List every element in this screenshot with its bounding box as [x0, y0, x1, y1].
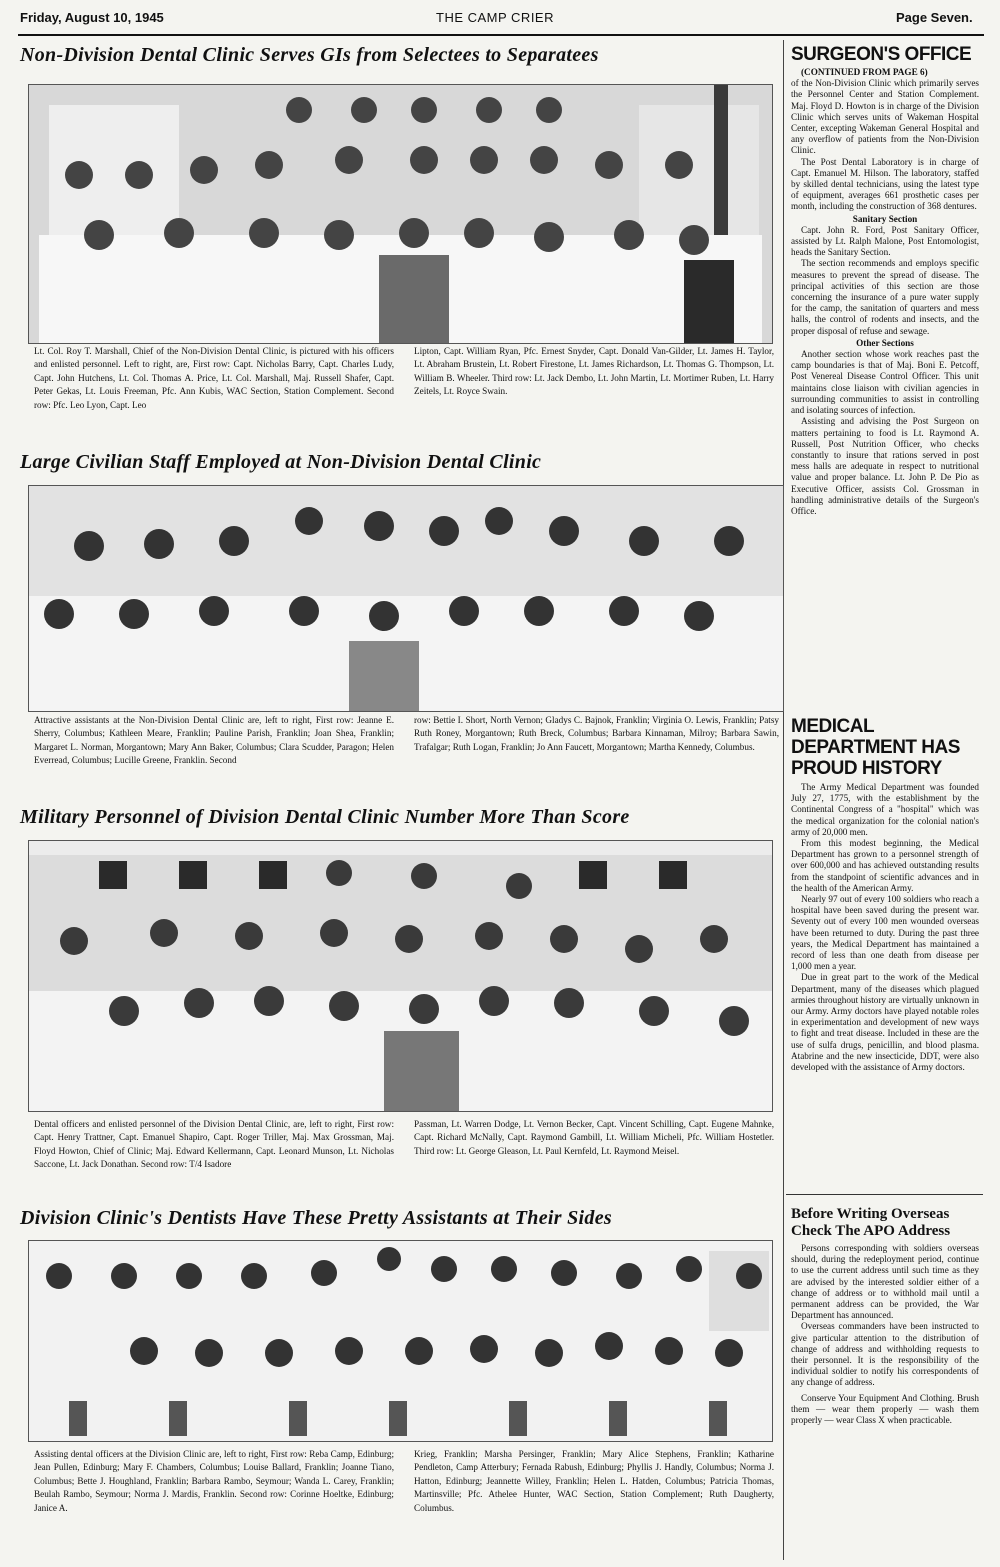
story1-group-photo — [28, 84, 773, 344]
surgeon-subhead: Sanitary Section — [852, 213, 918, 224]
surgeon-office-headline: SURGEON'S OFFICE — [791, 44, 972, 65]
story4-caption-left: Assisting dental officers at the Division Clinic are, left to right, First row: Reba Camp, Edinburg; Jean Pullen, Edinburg; Mary F. Chambers, Columbus; Louise Ballard, Franklin; Joanne Tiano, Columbus; Bette J. Houghland, Franklin; Barbara Rambo, Seymour; Wanda L. Carey, Franklin; Beulah Rambo, Seymour; Norma J. Mardis, Franklin. Second row: Corinne Hoeltke, Edinburg; Janice A. — [34, 1449, 394, 1513]
apo-conserve-note: Conserve Your Equipment And Clothing. Brush them — wear them properly — wash them properly — wear Class X when practicable. — [791, 1392, 979, 1426]
apo-address-article — [791, 1206, 979, 1426]
story1-photo-art — [29, 85, 772, 343]
apo-paragraph: Persons corresponding with soldiers overseas should, during the redeployment period, continue to use the current address until such time as they are advised by the interested soldier either of a change of address or to withhold mail until a permanent address can be provided, the War Department has announced. — [791, 1243, 979, 1321]
story2-headline: Large Civilian Staff Employed at Non-Division Dental Clinic — [20, 451, 542, 473]
masthead-paper-name: THE CAMP CRIER — [436, 10, 554, 25]
story2-caption-left: Attractive assistants at the Non-Division Dental Clinic are, left to right, First row: Jeanne E. Sherry, Columbus; Kathleen Meare, Franklin; Pauline Parish, Franklin; Joan Shea, Franklin; Margaret L. Norman, Morgantown; Mary Ann Baker, Columbus; Clara Scudder, Paragon; Helen Everread, Columbus; Lucille Greene, Franklin. Second — [34, 715, 394, 766]
surgeon-paragraph: The Post Dental Laboratory is in charge of Capt. Emanuel M. Hilson. The laboratory, staffed by skilled dental technicians, using the latest type of equipment, averages 661 prosthetic cases per month, including the construction of 368 dentures. — [791, 156, 979, 212]
story3-photo-art — [29, 841, 772, 1111]
masthead-date: Friday, August 10, 1945 — [20, 10, 164, 25]
surgeon-office-article — [791, 44, 979, 517]
story4-headline: Division Clinic's Dentists Have These Pretty Assistants at Their Sides — [20, 1207, 612, 1229]
story1-caption-right: Lipton, Capt. William Ryan, Pfc. Ernest Snyder, Capt. Donald Van-Gilder, Lt. James H. Taylor, Lt. Abraham Brustein, Lt. Robert Firestone, Lt. James Richardson, Lt. Thomas G. Thompson, Lt. William B. Wheeler. Third row: Lt. Jack Dembo, Lt. John Martin, Lt. Mortimer Ruben, Lt. Harry Zeitels, Lt. Royce Swain. — [414, 346, 774, 397]
surgeon-paragraph: Another section whose work reaches past the camp boundaries is that of Maj. Boni E. Petcoff, Post Venereal Disease Control Officer. This unit maintains close liaison with civilian agencies in surrounding communities to assist in controlling and isolating sources of infection. — [791, 349, 979, 416]
story1-headline: Non-Division Dental Clinic Serves GIs from Selectees to Separatees — [20, 44, 599, 66]
medical-paragraph: Due in great part to the work of the Medical Department, many of the diseases which plagued armies throughout history are virtually unknown in our Army. Army doctors have played notable roles in experimentation and development of new ways to fight and treat disease. Included in these are the use of sulfa drugs, penicillin, and blood plasma. Atabrine and the new insecticide, DDT, were also developed with the assistance of Army doctors. — [791, 972, 979, 1073]
surgeon-continued-note: (CONTINUED FROM PAGE 6) — [801, 67, 928, 77]
surgeon-subhead: Other Sections — [856, 337, 914, 348]
masthead-rule — [18, 34, 984, 36]
story2-group-photo — [28, 485, 784, 712]
apo-paragraph: Overseas commanders have been instructed to give particular attention to the distribution of change of address and withholding requests to their personnel. It is the responsibility of the individual soldier to notify his correspondents of any change of address. — [791, 1321, 979, 1388]
story3-group-photo — [28, 840, 773, 1112]
sidebar-rule — [786, 1194, 983, 1195]
story3-headline: Military Personnel of Division Dental Clinic Number More Than Score — [20, 806, 630, 828]
surgeon-paragraph: of the Non-Division Clinic which primarily serves the Personnel Center and Station Complement. Maj. Floyd D. Howton is in charge of the Division Clinic which serves units of Wakeman Hospital Center, excepting Wakeman General Hospital and any overflow of patients from the Non-Division Clinic. — [791, 78, 979, 156]
medical-paragraph: From this modest beginning, the Medical Department has grown to a personnel strength of over 600,000 and has achieved outstanding results from the standpoint of scientific advances and in the health of the American Army. — [791, 838, 979, 893]
story2-caption-right: row: Bettie I. Short, North Vernon; Gladys C. Bajnok, Franklin; Virginia O. Lewis, Franklin; Patsy Ruth Roney, Morgantown; Ruth Breck, Columbus; Barbara Kinnaman, Milroy; Barbara Sawin, Trafalgar; Ruth Logan, Franklin; Jo Ann Faucett, Morgantown; Martha Kennedy, Columbus. — [414, 715, 779, 752]
surgeon-paragraph: The section recommends and employs specific measures to prevent the spread of disease. The principal activities of this section are those concerning the insurance of a pure water supply for the camp, the sanitation of quarters and mess halls, the control of rodents and insects, and the proper disposal of refuse and sewage. — [791, 258, 979, 336]
surgeon-paragraph: Assisting and advising the Post Surgeon on matters pertaining to food is Lt. Raymond A. Russell, Post Nutrition Officer, who checks constantly to insure that rations served in post mess halls are adequate in respect to nutritional value and proper balance. Lt. John P. De Pio as Executive Officer, assists Col. Grossman in handling administrative details of the Surgeon's Office. — [791, 416, 979, 516]
medical-department-headline: MEDICAL DEPARTMENT HAS PROUD HISTORY — [791, 716, 960, 779]
column-divider — [783, 40, 784, 1560]
masthead-page-number: Page Seven. — [896, 10, 973, 25]
medical-department-article — [791, 716, 979, 1073]
story1-caption-left: Lt. Col. Roy T. Marshall, Chief of the Non-Division Dental Clinic, is pictured with his officers and enlisted personnel. Left to right, are, First row: Capt. Nicholas Barry, Capt. Charles Ludy, Capt. John Hutchens, Lt. Col. Thomas A. Price, Lt. Col. Marshall, Maj. Russell Shafer, Capt. Peter Gekas, Lt. Louis Freeman, Pfc. Ann Kubis, WAC Section, Station Complement. Second row: Pfc. Leo Lyon, Capt. Leo — [34, 346, 394, 410]
medical-paragraph: Nearly 97 out of every 100 soldiers who reach a hospital have been saved during the present war. Seventy out of every 100 men wounded overseas have been returned to duty. During the past three years, the Medical Department has maintained a record of less than one death from disease per 1,000 men a year. — [791, 894, 979, 972]
surgeon-paragraph: Capt. John R. Ford, Post Sanitary Officer, assisted by Lt. Ralph Malone, Post Entomologist, heads the Sanitary Section. — [791, 224, 979, 258]
story3-caption-right: Passman, Lt. Warren Dodge, Lt. Vernon Becker, Capt. Vincent Schilling, Capt. Eugene Mahnke, Capt. Richard McNally, Capt. Raymond Gambill, Lt. William Micheli, Pfc. William Hostetler. Third row: Lt. George Gleason, Lt. Paul Kernfeld, Lt. Raymond Meisel. — [414, 1119, 774, 1156]
story4-group-photo — [28, 1240, 773, 1442]
story4-photo-art — [29, 1241, 772, 1441]
medical-paragraph: The Army Medical Department was founded July 27, 1775, with the establishment by the Continental Congress of a "hospital" which was the medical organization for the colonial nation's army of 20,000 men. — [791, 782, 979, 837]
story3-caption-left: Dental officers and enlisted personnel of the Division Dental Clinic, are, left to right, First row: Capt. Henry Trattner, Capt. Emanuel Shapiro, Capt. Roger Triller, Maj. Max Grossman, Maj. Floyd Howton, Chief of Clinic; Maj. Edward Kellermann, Capt. Leonard Munson, Lt. Nicholas Saccone, Lt. Jack Donathan. Second row: T/4 Isadore — [34, 1119, 394, 1170]
story2-photo-art — [29, 486, 783, 711]
story4-caption-right: Krieg, Franklin; Marsha Persinger, Franklin; Mary Alice Stephens, Franklin; Katharine Pendleton, Camp Atterbury; Fernada Rabush, Edinburg; Phyllis J. Handly, Columbus; Norma J. Hatton, Edinburg; Jeannette Willey, Franklin; Helen L. Hatden, Columbus; Patricia Thomas, Martinsville; Pfc. Athelee Hunter, WAC Section, Station Complement; Ruth Daugherty, Columbus. — [414, 1449, 774, 1513]
apo-address-headline: Before Writing Overseas Check The APO Address — [791, 1206, 951, 1239]
